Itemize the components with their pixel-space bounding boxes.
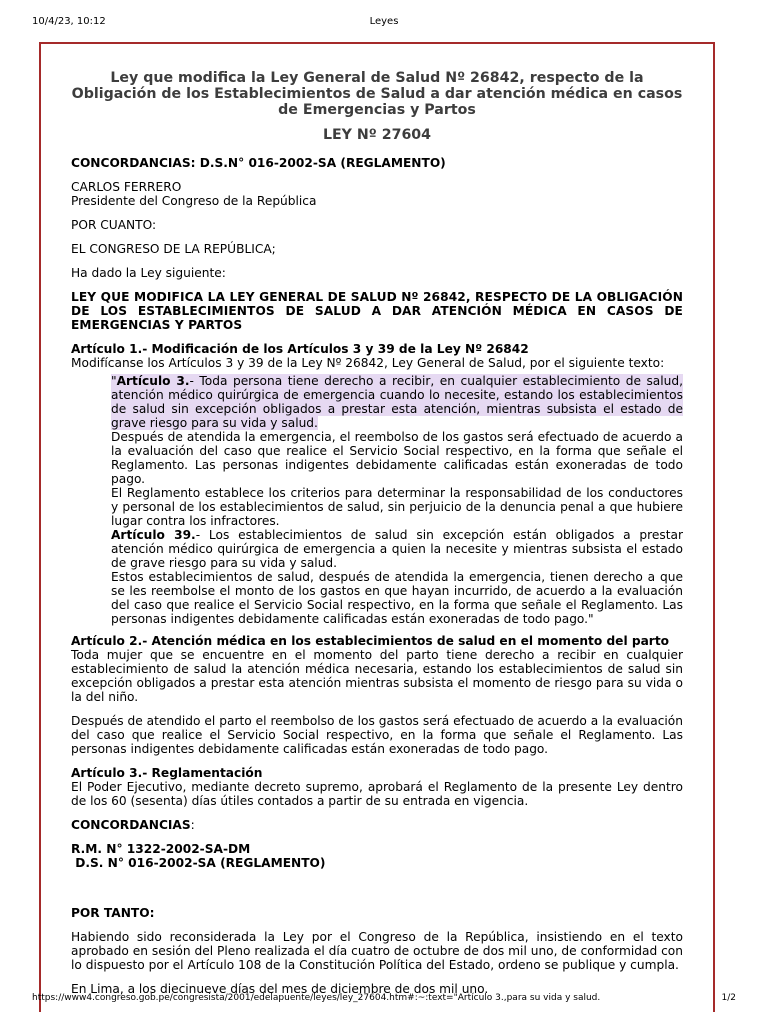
article-39-text: - Los establecimientos de salud sin excepción están obligados a prestar atención médico quirúrgica de emergencia a quien la necesite y mientras subsista el estado de grave riesgo para su vida y salud. xyxy=(111,528,683,570)
article-3-paragraph: El Poder Ejecutivo, mediante decreto supremo, aprobará el Reglamento de la presente Ley dentro de los 60 (sesenta) días útiles contados a partir de su entrada en vigencia. xyxy=(71,780,683,808)
article-1-heading: Artículo 1.- Modificación de los Artículos 3 y 39 de la Ley Nº 26842 xyxy=(71,342,529,356)
article-3-text: - Toda persona tiene derecho a recibir, en cualquier establecimiento de salud, atención médico quirúrgica de emergencia cuando lo necesite, estando los establecimientos de salud sin excepción obligados a prestar esta atención, mientras subsista el estado de grave riesgo para su vida y salud. xyxy=(111,374,683,430)
concordancia-item: R.M. N° 1322-2002-SA-DM xyxy=(71,842,251,856)
print-page-number: 1/2 xyxy=(721,993,736,1003)
por-tanto: POR TANTO: xyxy=(71,906,155,920)
por-cuanto: POR CUANTO: xyxy=(71,218,157,232)
document-content xyxy=(41,44,713,996)
signatory xyxy=(71,180,683,208)
concordancias-footer xyxy=(71,818,683,832)
concordancias-colon: : xyxy=(190,818,195,832)
highlighted-text xyxy=(111,374,683,430)
concordancias-label: CONCORDANCIAS xyxy=(71,818,191,832)
president-name: CARLOS FERRERO xyxy=(71,180,182,194)
article-39-lead: Artículo 39. xyxy=(111,528,196,542)
concordancias-list xyxy=(71,842,683,870)
print-datetime: 10/4/23, 10:12 xyxy=(32,16,106,27)
ha-dado-line: Ha dado la Ley siguiente: xyxy=(71,266,226,280)
article-3-paragraph-2: Después de atendida la emergencia, el reembolso de los gastos será efectuado de acuerdo a la evaluación del caso que realice el Servicio Social respectivo, en la forma que señale el Reglamento. Las personas indigentes debidamente calificadas están exoneradas de todo pago. xyxy=(111,430,683,486)
article-3-paragraph-3: El Reglamento establece los criterios para determinar la responsabilidad de los conductores y personal de los establecimientos de salud, sin perjuicio de la denuncia penal a que hubiere lugar contra los infractores. xyxy=(111,486,683,528)
president-title: Presidente del Congreso de la República xyxy=(71,194,317,208)
congreso-line: EL CONGRESO DE LA REPÚBLICA; xyxy=(71,242,276,256)
en-lima-line: En Lima, a los diecinueve días del mes de diciembre de dos mil uno. xyxy=(71,982,489,996)
print-header xyxy=(32,16,736,30)
quoted-article-39 xyxy=(111,528,683,570)
article-39-paragraph-2: Estos establecimientos de salud, después de atendida la emergencia, tienen derecho a que se les reembolse el monto de los gastos en que hayan incurrido, de acuerdo a la evaluación del caso que realice el Servicio Social respectivo, en la forma que señale el Reglamento. Las personas indigentes debidamente calificadas están exoneradas de todo pago." xyxy=(111,570,683,626)
por-tanto-text: Habiendo sido reconsiderada la Ley por el Congreso de la República, insistiendo en el texto aprobado en sesión del Pleno realizada el día cuatro de octubre de dos mil uno, de conformidad con lo dispuesto por el Artículo 108 de la Constitución Política del Estado, ordeno se publique y cumpla. xyxy=(71,930,683,972)
document-frame xyxy=(39,42,715,1012)
law-number: LEY Nº 27604 xyxy=(322,127,432,143)
quote-open: " xyxy=(111,374,117,388)
quoted-article-3 xyxy=(111,374,683,430)
article-2-paragraph-1: Toda mujer que se encuentre en el momento del parto tiene derecho a recibir en cualquier establecimiento de salud la atención médica necesaria, estando los establecimientos de salud sin excepción obligados a prestar esta atención mientras subsista el momento de riesgo para su vida o la del niño. xyxy=(71,648,683,704)
article-3-heading: Artículo 3.- Reglamentación xyxy=(71,766,263,780)
article-2-paragraph-2: Después de atendido el parto el reembolso de los gastos será efectuado de acuerdo a la evaluación del caso que realice el Servicio Social respectivo, en la forma que señale el Reglamento. Las personas indigentes debidamente calificadas están exoneradas de todo pago. xyxy=(71,714,683,756)
print-footer xyxy=(32,993,736,1007)
quoted-articles xyxy=(111,374,683,626)
article-2-heading: Artículo 2.- Atención médica en los establecimientos de salud en el momento del parto xyxy=(71,634,670,648)
concordancias-header: CONCORDANCIAS: D.S.N° 016-2002-SA (REGLAMENTO) xyxy=(71,156,446,170)
document-title: Ley que modifica la Ley General de Salud Nº 26842, respecto de la Obligación de los Establecimientos de Salud a dar atención médica en casos de Emergencias y Partos xyxy=(71,70,683,118)
print-url: https://www4.congreso.gob.pe/congresista/2001/edelapuente/leyes/ley_27604.htm#:~:text="Artículo 3.,para su vida y salud. xyxy=(32,993,601,1003)
concordancia-item: D.S. N° 016-2002-SA (REGLAMENTO) xyxy=(71,856,326,870)
law-upper-title: LEY QUE MODIFICA LA LEY GENERAL DE SALUD Nº 26842, RESPECTO DE LA OBLIGACIÓN DE LOS ESTABLECIMIENTOS DE SALUD A DAR ATENCIÓN MÉDICA EN CASOS DE EMERGENCIAS Y PARTOS xyxy=(71,290,683,332)
print-page-title: Leyes xyxy=(369,16,399,27)
article-1-intro: Modifícanse los Artículos 3 y 39 de la Ley Nº 26842, Ley General de Salud, por el siguiente texto: xyxy=(71,356,665,370)
article-3-lead: Artículo 3. xyxy=(116,374,190,388)
